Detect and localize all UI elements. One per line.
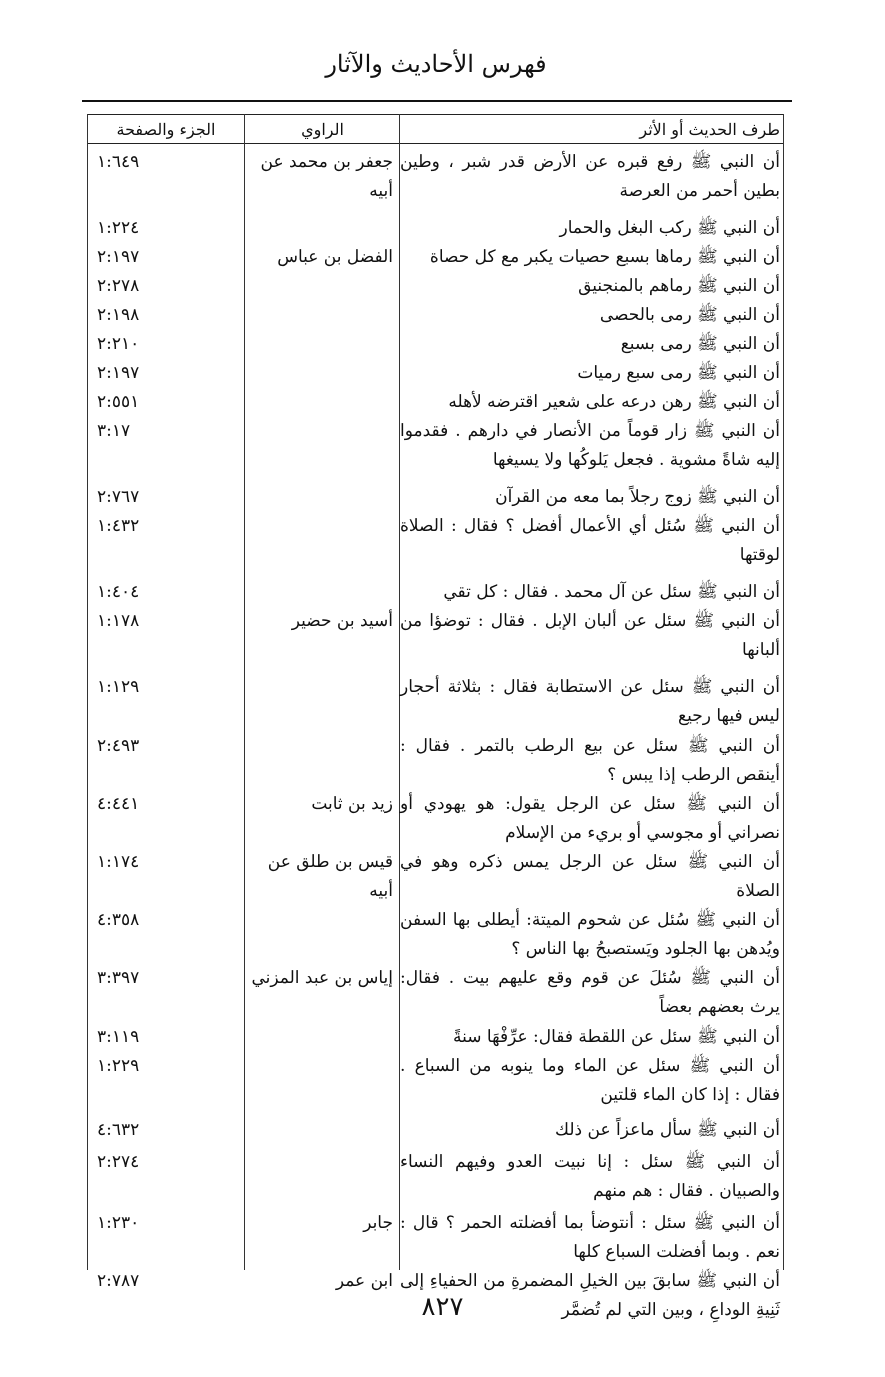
column-header-reference: الجزء والصفحة: [87, 114, 245, 144]
column-header-hadith: طرف الحديث أو الأثر: [400, 114, 784, 144]
hadith-text: أن النبي ﷺ سئل عن الرجل يقول: هو يهودي أو نصراني أو مجوسي أو بريء من الإسلام: [400, 794, 780, 843]
volume-page-reference: ١:١٢٩: [97, 677, 140, 697]
narrator-name: ابن عمر: [335, 1271, 393, 1291]
volume-page-reference: ٢:٢٧٨: [97, 276, 140, 296]
volume-page-reference: ١:٦٤٩: [97, 152, 140, 172]
volume-page-reference: ٢:٢١٠: [97, 334, 140, 354]
hadith-text: أن النبي ﷺ رمى بالحصى: [599, 305, 780, 325]
hadith-text: أن النبي ﷺ رمى سبع رميات: [577, 363, 780, 383]
volume-page-reference: ١:٤٠٤: [97, 582, 140, 602]
volume-page-reference: ١:١٧٤: [97, 852, 140, 872]
volume-page-reference: ١:١٧٨: [97, 611, 140, 631]
volume-page-reference: ٢:٧٨٧: [97, 1271, 140, 1291]
volume-page-reference: ٤:٣٥٨: [97, 910, 140, 930]
hadith-text: أن النبي ﷺ رهن درعه على شعير اقترضه لأهله: [448, 392, 780, 412]
narrator-name: أسيد بن حضير: [291, 611, 393, 631]
hadith-text: أن النبي ﷺ سئل عن بيع الرطب بالتمر . فقال : أينقص الرطب إذا يبس ؟: [400, 736, 780, 785]
hadith-text: أن النبي ﷺ سئل عن الرجل يمس ذكره وهو في الصلاة: [400, 852, 780, 901]
volume-page-reference: ٢:٧٦٧: [97, 487, 140, 507]
volume-page-reference: ٢:١٩٧: [97, 363, 140, 383]
table-border-left: [87, 114, 88, 1270]
volume-page-reference: ٤:٦٣٢: [97, 1120, 140, 1140]
volume-page-reference: ٣:١١٩: [97, 1027, 140, 1047]
hadith-text: أن النبي ﷺ سئل عن ألبان الإبل . فقال : توضؤا من ألبانها: [400, 611, 780, 660]
page-number: ٨٢٧: [421, 1292, 464, 1322]
hadith-text: أن النبي ﷺ زار قوماً من الأنصار في دارهم . فقدموا إليه شاةً مشوية . فجعل يَلوكُها ولا يسيغها: [400, 421, 780, 470]
hadith-text: أن النبي ﷺ رماها بسبع حصيات يكبر مع كل حصاة: [429, 247, 780, 267]
hadith-text: أن النبي ﷺ سئل : أنتوضأ بما أفضلته الحمر ؟ قال : نعم . وبما أفضلت السباع كلها: [400, 1213, 780, 1262]
hadith-text: أن النبي ﷺ سئل عن آل محمد . فقال : كل تقي: [443, 582, 780, 602]
volume-page-reference: ٢:١٩٨: [97, 305, 140, 325]
hadith-text: أن النبي ﷺ رفع قبره عن الأرض قدر شبر ، وطين بطين أحمر من العرصة: [400, 152, 780, 201]
hadith-text: أن النبي ﷺ رماهم بالمنجنيق: [578, 276, 780, 296]
table-border-right: [783, 114, 784, 1270]
column-header-narrator: الراوي: [245, 114, 400, 144]
volume-page-reference: ٤:٤٤١: [97, 794, 140, 814]
volume-page-reference: ٢:٥٥١: [97, 392, 140, 412]
header-divider: [82, 100, 792, 102]
hadith-text: أن النبي ﷺ زوج رجلاً بما معه من القرآن: [495, 487, 780, 507]
hadith-text: أن النبي ﷺ رمى بسبع: [620, 334, 780, 354]
narrator-name: قيس بن طلق عن أبيه: [267, 852, 393, 901]
narrator-name: الفضل بن عباس: [277, 247, 393, 267]
volume-page-reference: ٣:٣٩٧: [97, 968, 140, 988]
volume-page-reference: ١:٢٢٤: [97, 218, 140, 238]
hadith-text: أن النبي ﷺ سئل عن الاستطابة فقال : بثلاثة أحجار ليس فيها رجيع: [400, 677, 780, 726]
volume-page-reference: ١:٢٣٠: [97, 1213, 140, 1233]
hadith-text: أن النبي ﷺ سابقَ بين الخيلِ المضمرةِ من الحفياءِ إلى ثَنِيةِ الوداعِ ، وبين التي لم تُضمَّر: [400, 1271, 780, 1320]
narrator-name: جابر: [363, 1213, 393, 1233]
volume-page-reference: ١:٤٣٢: [97, 516, 140, 536]
column-divider: [244, 114, 245, 1270]
narrator-name: إياس بن عبد المزني: [251, 968, 393, 988]
volume-page-reference: ٢:١٩٧: [97, 247, 140, 267]
hadith-text: أن النبي ﷺ ركب البغل والحمار: [559, 218, 780, 238]
page-title: فهرس الأحاديث والآثار: [325, 50, 547, 78]
hadith-text: أن النبي ﷺ سأل ماعزاً عن ذلك: [555, 1120, 780, 1140]
hadith-text: أن النبي ﷺ سُئل أي الأعمال أفضل ؟ فقال : الصلاة لوقتها: [400, 516, 780, 565]
hadith-text: أن النبي ﷺ سُئل عن شحوم الميتة: أيطلى بها السفن ويُدهن بها الجلود ويَستصبحُ بها الناس ؟: [400, 910, 780, 959]
hadith-text: أن النبي ﷺ سئل : إنا نبيت العدو وفيهم النساء والصبيان . فقال : هم منهم: [400, 1152, 780, 1201]
hadith-text: أن النبي ﷺ سئل عن الماء وما ينوبه من السباع . فقال : إذا كان الماء قلتين: [400, 1056, 780, 1105]
hadith-text: أن النبي ﷺ سئل عن اللقطة فقال: عرِّفْهَا سنةً: [453, 1027, 780, 1047]
volume-page-reference: ١:٢٢٩: [97, 1056, 140, 1076]
volume-page-reference: ٣:١٧: [97, 421, 131, 441]
volume-page-reference: ٢:٢٧٤: [97, 1152, 140, 1172]
narrator-name: جعفر بن محمد عن أبيه: [260, 152, 393, 201]
hadith-text: أن النبي ﷺ سُئلَ عن قوم وقع عليهم بيت . فقال: يرث بعضهم بعضاً: [400, 968, 780, 1017]
volume-page-reference: ٢:٤٩٣: [97, 736, 140, 756]
narrator-name: زيد بن ثابت: [311, 794, 393, 814]
